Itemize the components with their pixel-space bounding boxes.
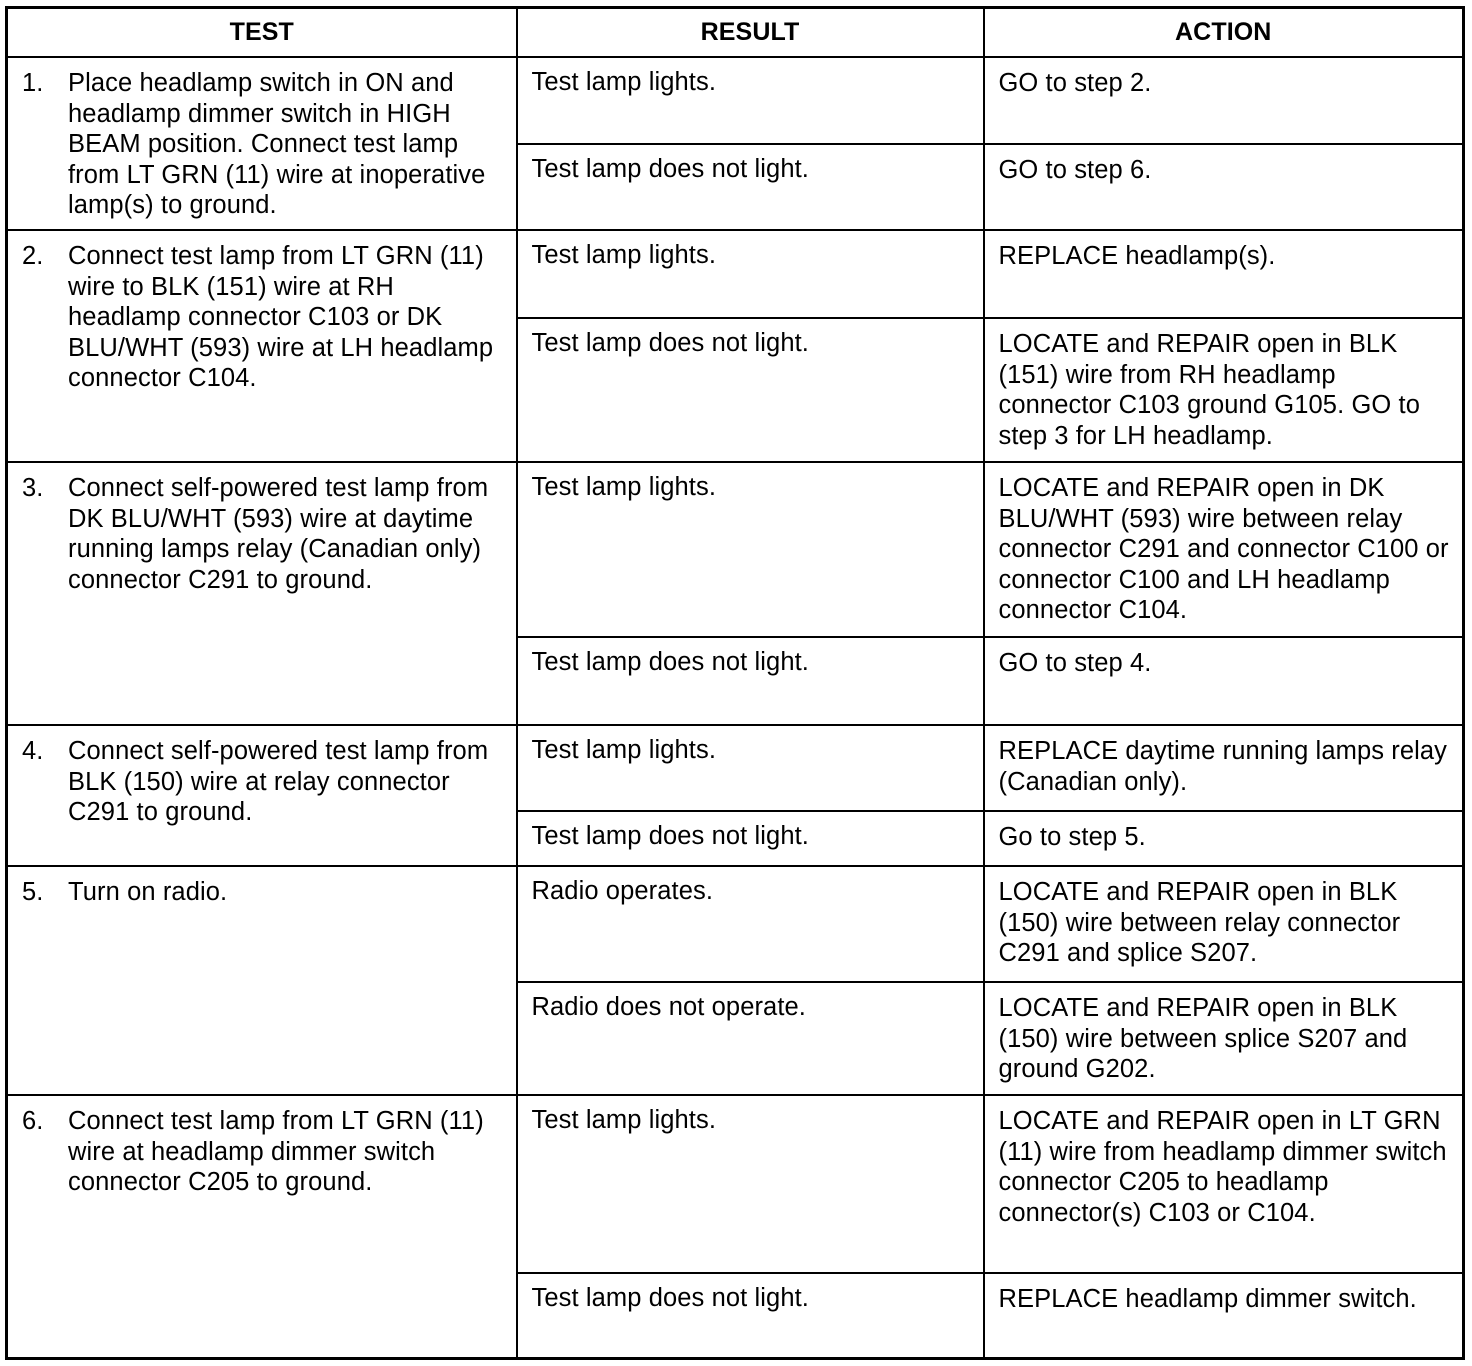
table-row — [7, 725, 1464, 811]
step-number: 4. — [22, 737, 44, 765]
header-result: RESULT — [517, 8, 984, 58]
test-cell — [7, 866, 517, 1095]
result-cell: Radio operates. — [517, 866, 984, 982]
step-number: 1. — [22, 69, 44, 97]
step-number: 2. — [22, 242, 44, 270]
action-cell: GO to step 2. — [984, 57, 1464, 144]
test-cell — [7, 725, 517, 866]
table-row — [7, 230, 1464, 318]
action-cell: Go to step 5. — [984, 811, 1464, 866]
action-cell: LOCATE and REPAIR open in BLK (151) wire from RH headlamp connector C103 ground G105. GO to step 3 for LH headlamp. — [984, 318, 1464, 462]
step-number: 3. — [22, 474, 44, 502]
result-cell: Test lamp does not light. — [517, 1273, 984, 1359]
result-cell: Test lamp does not light. — [517, 811, 984, 866]
result-cell: Test lamp lights. — [517, 57, 984, 144]
table-row — [7, 57, 1464, 144]
action-cell: GO to step 4. — [984, 637, 1464, 725]
test-cell — [7, 1095, 517, 1359]
action-cell: REPLACE daytime running lamps relay (Canadian only). — [984, 725, 1464, 811]
step-instruction: Connect test lamp from LT GRN (11) wire at headlamp dimmer switch connector C205 to ground. — [68, 1107, 484, 1196]
table-row — [7, 462, 1464, 637]
result-cell: Test lamp lights. — [517, 230, 984, 318]
table-row — [7, 866, 1464, 982]
header-row — [7, 8, 1464, 58]
result-cell: Test lamp does not light. — [517, 637, 984, 725]
header-action: ACTION — [984, 8, 1464, 58]
step-instruction: Place headlamp switch in ON and headlamp dimmer switch in HIGH BEAM position. Connect test lamp from LT GRN (11) wire at inoperative lamp(s) to ground. — [68, 69, 486, 219]
step-instruction: Connect self-powered test lamp from BLK (150) wire at relay connector C291 to ground. — [68, 737, 489, 826]
step-instruction: Connect test lamp from LT GRN (11) wire to BLK (151) wire at RH headlamp connector C103 or DK BLU/WHT (593) wire at LH headlamp connector C104. — [68, 242, 494, 392]
action-cell: LOCATE and REPAIR open in LT GRN (11) wire from headlamp dimmer switch connector C205 to headlamp connector(s) C103 or C104. — [984, 1095, 1464, 1273]
test-cell — [7, 462, 517, 725]
result-cell: Test lamp lights. — [517, 725, 984, 811]
action-cell: LOCATE and REPAIR open in BLK (150) wire between splice S207 and ground G202. — [984, 982, 1464, 1095]
header-test: TEST — [7, 8, 517, 58]
result-cell: Radio does not operate. — [517, 982, 984, 1095]
action-cell: GO to step 6. — [984, 144, 1464, 230]
table-row — [7, 1095, 1464, 1273]
test-cell — [7, 57, 517, 230]
diagnostic-table-container — [5, 6, 1462, 1360]
step-number: 5. — [22, 878, 44, 906]
action-cell: LOCATE and REPAIR open in DK BLU/WHT (593) wire between relay connector C291 and connector C100 or connector C100 and LH headlamp connector C104. — [984, 462, 1464, 637]
result-cell: Test lamp lights. — [517, 1095, 984, 1273]
action-cell: REPLACE headlamp(s). — [984, 230, 1464, 318]
step-number: 6. — [22, 1107, 44, 1135]
diagnostic-table — [5, 6, 1465, 1360]
result-cell: Test lamp lights. — [517, 462, 984, 637]
step-instruction: Connect self-powered test lamp from DK BLU/WHT (593) wire at daytime running lamps relay (Canadian only) connector C291 to ground. — [68, 474, 489, 594]
result-cell: Test lamp does not light. — [517, 144, 984, 230]
step-instruction: Turn on radio. — [68, 878, 228, 906]
action-cell: REPLACE headlamp dimmer switch. — [984, 1273, 1464, 1359]
action-cell: LOCATE and REPAIR open in BLK (150) wire between relay connector C291 and splice S207. — [984, 866, 1464, 982]
test-cell — [7, 230, 517, 462]
result-cell: Test lamp does not light. — [517, 318, 984, 462]
